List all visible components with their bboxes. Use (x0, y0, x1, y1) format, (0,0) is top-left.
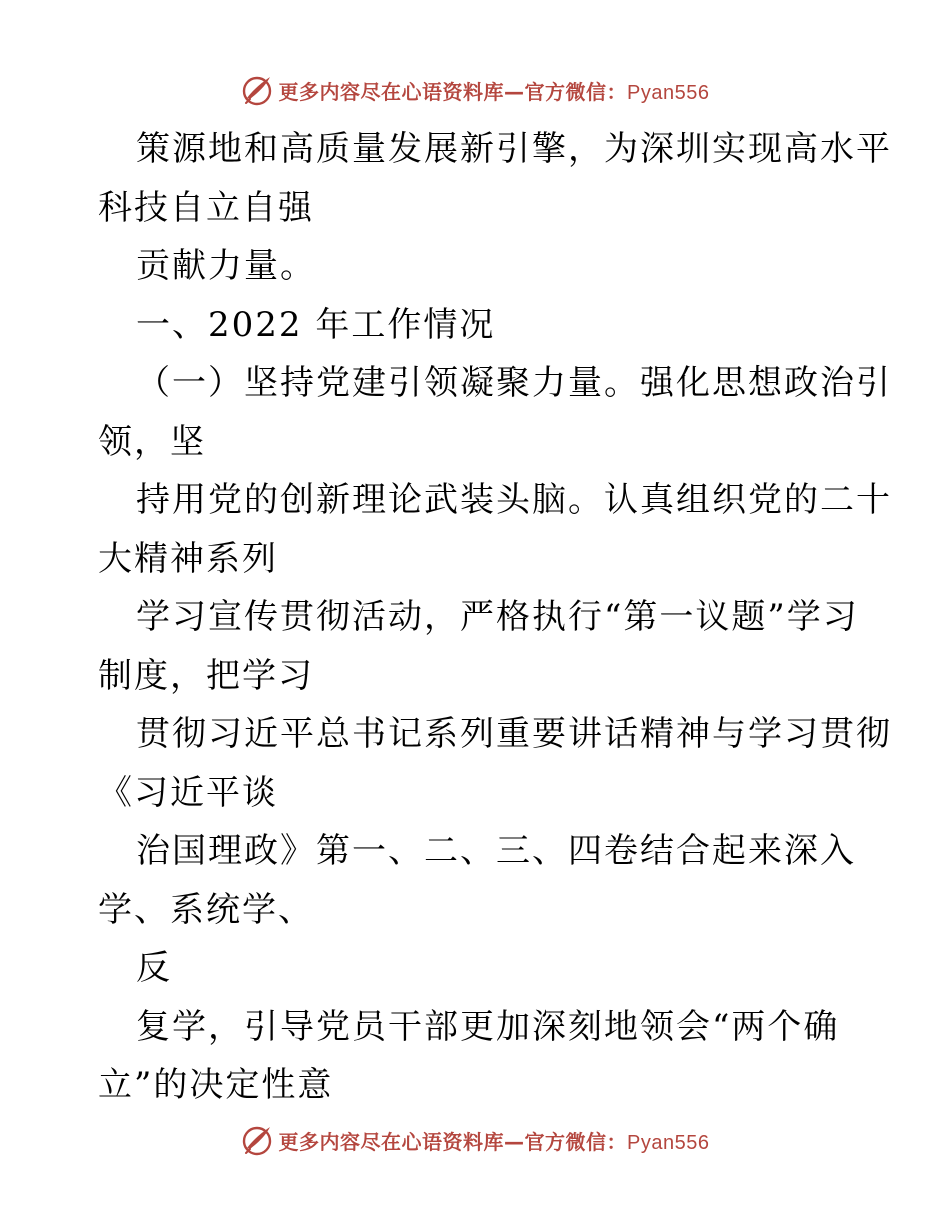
document-body (98, 120, 892, 1115)
body-text-line: 立”的决定性意 (98, 1065, 334, 1105)
header-banner-inner (241, 74, 710, 106)
footer-watermark-banner (0, 1120, 950, 1160)
header-banner-cn: 更多内容尽在心语资料库—官方微信： (278, 79, 628, 104)
body-text-line: 贡献力量。 (136, 246, 316, 286)
quill-logo-icon (241, 1124, 273, 1156)
footer-banner-cn: 更多内容尽在心语资料库—官方微信： (278, 1129, 628, 1154)
body-text-line: 反 (136, 948, 172, 988)
body-text-line: 策源地和高质量发展新引擎，为深圳实现高水平 (136, 129, 892, 169)
body-text-line: 学习宣传贯彻活动，严格执行“第一议题”学习 (136, 597, 859, 637)
body-text-line: 复学，引导党员干部更加深刻地领会“两个确 (136, 1006, 840, 1047)
body-text-line: 治国理政》第一、二、三、四卷结合起来深入 (136, 831, 856, 871)
footer-banner-id: Pyan556 (627, 1131, 710, 1154)
body-text-line: 大精神系列 (98, 538, 278, 579)
body-text-line: 学、系统学、 (98, 889, 314, 930)
header-watermark-banner (0, 70, 950, 110)
body-text-line: 《习近平谈 (98, 772, 278, 813)
quill-logo-icon (241, 74, 273, 106)
body-text-line: 贯彻习近平总书记系列重要讲话精神与学习贯彻 (136, 714, 892, 754)
footer-banner-text (279, 1126, 710, 1155)
body-text-line: 领，坚 (98, 421, 206, 462)
header-banner-id: Pyan556 (627, 81, 710, 104)
body-text-line: 一、2022 年工作情况 (136, 304, 496, 345)
body-text-line: 科技自立自强 (98, 187, 314, 228)
body-text-line: 制度，把学习 (98, 655, 314, 696)
header-banner-text (279, 76, 710, 105)
body-text-line: 持用党的创新理论武装头脑。认真组织党的二十 (136, 480, 892, 520)
body-text-line: （一）坚持党建引领凝聚力量。强化思想政治引 (136, 363, 892, 403)
footer-banner-inner (241, 1124, 710, 1156)
